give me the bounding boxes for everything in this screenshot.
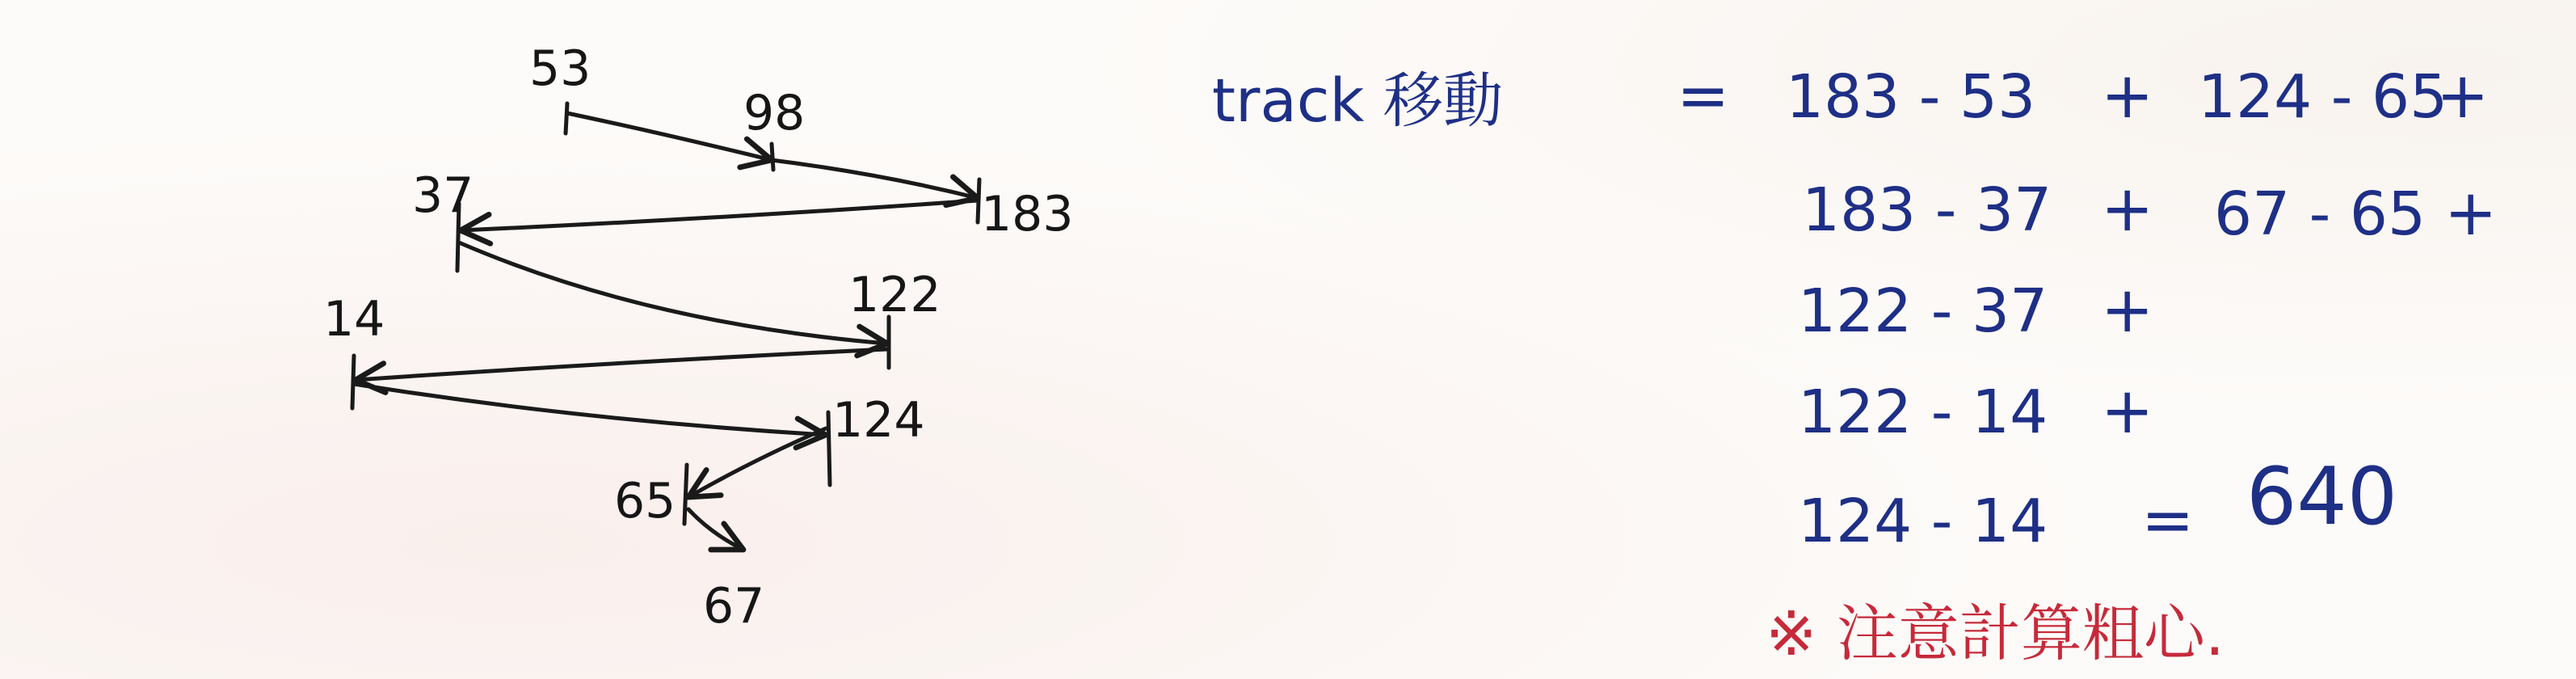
careful-note: ※ 注意計算粗心. bbox=[1766, 597, 2225, 669]
seek-calculation bbox=[1212, 60, 2497, 669]
op-row1-b: + bbox=[2436, 60, 2490, 133]
label-122: 122 bbox=[848, 267, 941, 323]
label-183: 183 bbox=[981, 186, 1074, 242]
equation-lhs: track 移動 bbox=[1212, 66, 1503, 136]
move-183-to-37 bbox=[461, 200, 978, 230]
move-124-to-65 bbox=[688, 428, 826, 497]
label-37: 37 bbox=[412, 167, 474, 224]
tick-98 bbox=[772, 144, 773, 170]
head-movement-diagram bbox=[323, 40, 1074, 635]
term-122-14: 122 - 14 bbox=[1798, 377, 2048, 447]
move-65-to-67 bbox=[688, 509, 743, 550]
move-53-to-98 bbox=[567, 113, 772, 160]
op-row2-b: + bbox=[2444, 177, 2498, 250]
term-183-53: 183 - 53 bbox=[1786, 62, 2036, 132]
term-124-65: 124 - 65 bbox=[2198, 62, 2448, 132]
op-row4: + bbox=[2101, 375, 2154, 448]
total-result: 640 bbox=[2246, 451, 2398, 543]
tick-124 bbox=[828, 412, 830, 485]
op-row1-a: + bbox=[2101, 60, 2154, 133]
op-row2-a: + bbox=[2101, 173, 2154, 246]
move-98-to-183 bbox=[772, 160, 978, 198]
equation-equals: = bbox=[1677, 60, 1730, 133]
op-row5-equals: = bbox=[2141, 484, 2195, 557]
label-65: 65 bbox=[614, 473, 676, 529]
term-183-37: 183 - 37 bbox=[1802, 175, 2052, 245]
term-124-14: 124 - 14 bbox=[1798, 487, 2048, 556]
move-14-to-124 bbox=[354, 384, 826, 435]
term-67-65: 67 - 65 bbox=[2214, 179, 2427, 249]
move-122-to-14 bbox=[356, 349, 887, 380]
label-98: 98 bbox=[743, 85, 806, 141]
term-122-37: 122 - 37 bbox=[1798, 276, 2048, 346]
label-14: 14 bbox=[323, 291, 385, 348]
label-53: 53 bbox=[529, 40, 591, 97]
move-37-to-122 bbox=[459, 242, 887, 344]
op-row3: + bbox=[2101, 274, 2154, 347]
tick-14 bbox=[352, 356, 354, 408]
tick-65 bbox=[684, 465, 687, 524]
label-67: 67 bbox=[703, 578, 765, 635]
label-124: 124 bbox=[832, 392, 925, 449]
tick-53 bbox=[566, 103, 567, 133]
